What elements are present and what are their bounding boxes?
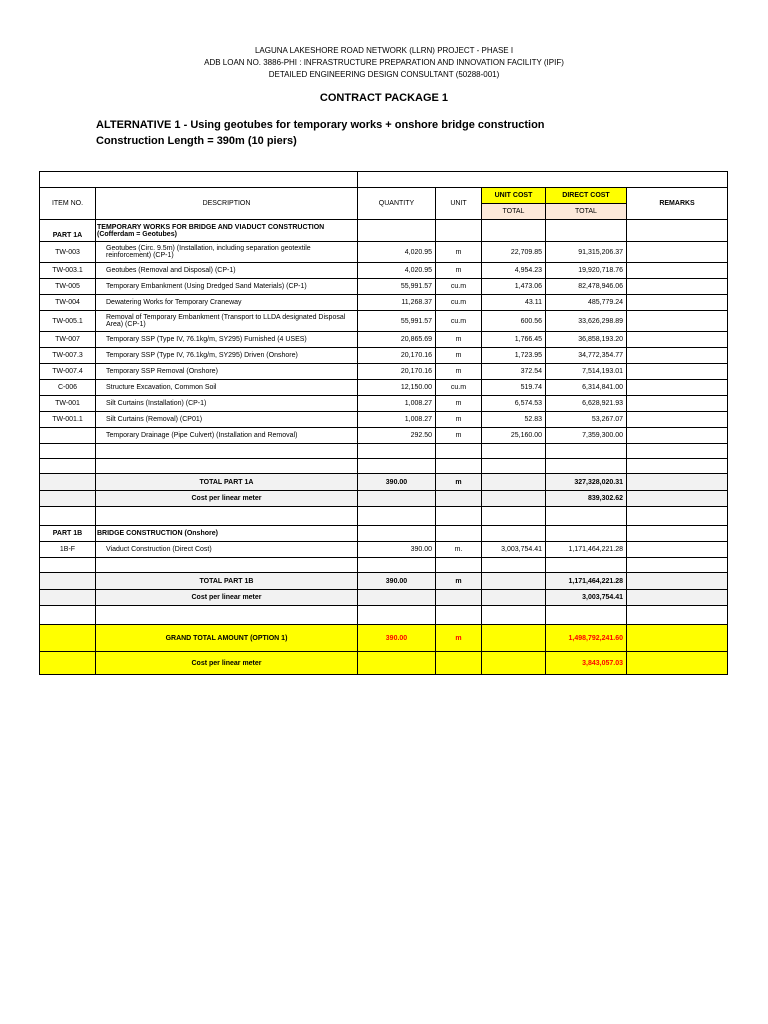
table-row	[40, 279, 728, 295]
table-row	[40, 428, 728, 444]
item-quantity: 1,008.27	[358, 396, 436, 412]
col-item-header: ITEM NO.	[40, 188, 96, 220]
item-unit-cost: 4,954.23	[482, 263, 546, 279]
item-unit-cost: 52.83	[482, 412, 546, 428]
header-line-2: ADB LOAN NO. 3886-PHI : INFRASTRUCTURE PREPARATION AND INNOVATION FACILITY (IPIF)	[204, 58, 564, 67]
item-unit-cost: 1,723.95	[482, 348, 546, 364]
item-direct-cost: 7,514,193.01	[546, 364, 627, 380]
part-1b-label: PART 1B	[40, 526, 96, 542]
item-unit: cu.m	[436, 311, 482, 332]
table-row	[40, 412, 728, 428]
item-remarks	[627, 428, 728, 444]
item-description: Silt Curtains (Installation) (CP-1)	[96, 396, 358, 412]
table-row	[40, 396, 728, 412]
item-quantity: 12,150.00	[358, 380, 436, 396]
item-remarks	[627, 412, 728, 428]
item-no: C-006	[40, 380, 96, 396]
part1b-total-unit: m	[436, 573, 482, 590]
item-direct-cost: 6,314,841.00	[546, 380, 627, 396]
item-unit-cost: 1,766.45	[482, 332, 546, 348]
item-remarks	[627, 295, 728, 311]
construction-length: Construction Length = 390m (10 piers)	[96, 135, 297, 147]
item-description: Temporary SSP (Type IV, 76.1kg/m, SY295) Furnished (4 USES)	[96, 332, 358, 348]
header-line-1: LAGUNA LAKESHORE ROAD NETWORK (LLRN) PROJECT - PHASE I	[254, 46, 514, 55]
item-unit-cost: 1,473.06	[482, 279, 546, 295]
item-description: Viaduct Construction (Direct Cost)	[96, 542, 358, 558]
col-quantity-header: QUANTITY	[358, 188, 436, 220]
item-direct-cost: 82,478,946.06	[546, 279, 627, 295]
item-description: Geotubes (Circ. 9.5m) (Installation, including separation geotextile reinforcement) (CP-1)	[96, 242, 358, 263]
item-no: TW-007.3	[40, 348, 96, 364]
part1b-cost-per-meter-value: 3,003,754.41	[546, 590, 627, 606]
part1a-total-amount: 327,328,020.31	[546, 474, 627, 491]
col-remarks-header: REMARKS	[627, 188, 728, 220]
item-quantity: 20,170.16	[358, 348, 436, 364]
item-unit: m	[436, 396, 482, 412]
item-direct-cost: 36,858,193.20	[546, 332, 627, 348]
item-remarks	[627, 263, 728, 279]
item-unit-cost: 519.74	[482, 380, 546, 396]
item-quantity: 4,020.95	[358, 242, 436, 263]
part1a-total-unit: m	[436, 474, 482, 491]
item-direct-cost: 91,315,206.37	[546, 242, 627, 263]
col-direct-cost-header: DIRECT COST	[546, 188, 627, 204]
item-description: Temporary Drainage (Pipe Culvert) (Installation and Removal)	[96, 428, 358, 444]
item-quantity: 55,991.57	[358, 311, 436, 332]
item-unit: m	[436, 364, 482, 380]
part-1a-title: TEMPORARY WORKS FOR BRIDGE AND VIADUCT CONSTRUCTION (Cofferdam = Geotubes)	[96, 220, 358, 242]
part1b-total-amount: 1,171,464,221.28	[546, 573, 627, 590]
item-no: TW-001.1	[40, 412, 96, 428]
grand-cost-per-meter-label: Cost per linear meter	[96, 652, 358, 675]
item-direct-cost: 33,626,298.89	[546, 311, 627, 332]
item-no	[40, 428, 96, 444]
item-description: Removal of Temporary Embankment (Transport to LLDA designated Disposal Area) (CP-1)	[96, 311, 358, 332]
item-unit: m	[436, 242, 482, 263]
table-row	[40, 542, 728, 558]
item-quantity: 55,991.57	[358, 279, 436, 295]
item-quantity: 390.00	[358, 542, 436, 558]
table-row	[40, 348, 728, 364]
item-description: Temporary SSP Removal (Onshore)	[96, 364, 358, 380]
table-row	[40, 311, 728, 332]
item-quantity: 292.50	[358, 428, 436, 444]
table-row	[40, 364, 728, 380]
item-remarks	[627, 242, 728, 263]
item-description: Geotubes (Removal and Disposal) (CP-1)	[96, 263, 358, 279]
table-row	[40, 380, 728, 396]
item-direct-cost: 34,772,354.77	[546, 348, 627, 364]
table-row	[40, 332, 728, 348]
col-unit-header: UNIT	[436, 188, 482, 220]
item-unit: cu.m	[436, 279, 482, 295]
part-1a-label: PART 1A	[40, 220, 96, 242]
item-remarks	[627, 348, 728, 364]
item-remarks	[627, 311, 728, 332]
item-no: TW-003.1	[40, 263, 96, 279]
item-quantity: 20,170.16	[358, 364, 436, 380]
grand-total-label: GRAND TOTAL AMOUNT (OPTION 1)	[96, 625, 358, 652]
header-line-3: DETAILED ENGINEERING DESIGN CONSULTANT (50288-001)	[268, 70, 500, 79]
item-direct-cost: 19,920,718.76	[546, 263, 627, 279]
part1a-cost-per-meter-value: 839,302.62	[546, 491, 627, 507]
item-unit: m.	[436, 542, 482, 558]
part-1b-title: BRIDGE CONSTRUCTION (Onshore)	[96, 526, 358, 542]
item-direct-cost: 7,359,300.00	[546, 428, 627, 444]
item-no: TW-001	[40, 396, 96, 412]
table-row	[40, 263, 728, 279]
item-direct-cost: 6,628,921.93	[546, 396, 627, 412]
item-unit: cu.m	[436, 295, 482, 311]
item-unit: m	[436, 348, 482, 364]
part1a-total-quantity: 390.00	[358, 474, 436, 491]
col-total-1-header: TOTAL	[482, 204, 546, 220]
item-no: TW-005.1	[40, 311, 96, 332]
alternative-title: ALTERNATIVE 1 - Using geotubes for temporary works + onshore bridge construction	[96, 119, 545, 131]
item-remarks	[627, 332, 728, 348]
grand-total-unit: m	[436, 625, 482, 652]
item-remarks	[627, 396, 728, 412]
item-no: TW-007	[40, 332, 96, 348]
item-unit-cost: 600.56	[482, 311, 546, 332]
item-direct-cost: 53,267.07	[546, 412, 627, 428]
item-unit: m	[436, 428, 482, 444]
item-description: Temporary Embankment (Using Dredged Sand Materials) (CP-1)	[96, 279, 358, 295]
item-direct-cost: 1,171,464,221.28	[546, 542, 627, 558]
item-unit-cost: 22,709.85	[482, 242, 546, 263]
item-description: Dewatering Works for Temporary Craneway	[96, 295, 358, 311]
item-unit-cost: 372.54	[482, 364, 546, 380]
item-unit-cost: 3,003,754.41	[482, 542, 546, 558]
col-total-2-header: TOTAL	[546, 204, 627, 220]
table-row	[40, 295, 728, 311]
item-no: TW-003	[40, 242, 96, 263]
item-no: TW-005	[40, 279, 96, 295]
part1b-total-label: TOTAL PART 1B	[96, 573, 358, 590]
item-quantity: 11,268.37	[358, 295, 436, 311]
cost-table	[39, 171, 728, 675]
item-remarks	[627, 364, 728, 380]
item-remarks	[627, 380, 728, 396]
item-quantity: 20,865.69	[358, 332, 436, 348]
item-remarks	[627, 542, 728, 558]
item-quantity: 4,020.95	[358, 263, 436, 279]
item-unit-cost: 6,574.53	[482, 396, 546, 412]
item-description: Structure Excavation, Common Soil	[96, 380, 358, 396]
item-unit-cost: 25,160.00	[482, 428, 546, 444]
item-no: 1B-F	[40, 542, 96, 558]
item-unit-cost: 43.11	[482, 295, 546, 311]
part1b-cost-per-meter-label: Cost per linear meter	[96, 590, 358, 606]
item-no: TW-007.4	[40, 364, 96, 380]
grand-total-quantity: 390.00	[358, 625, 436, 652]
item-unit: m	[436, 263, 482, 279]
item-no: TW-004	[40, 295, 96, 311]
item-unit: m	[436, 412, 482, 428]
part1b-total-quantity: 390.00	[358, 573, 436, 590]
item-description: Silt Curtains (Removal) (CP01)	[96, 412, 358, 428]
grand-total-amount: 1,498,792,241.60	[546, 625, 627, 652]
part1a-total-label: TOTAL PART 1A	[96, 474, 358, 491]
item-direct-cost: 485,779.24	[546, 295, 627, 311]
table-row	[40, 242, 728, 263]
item-unit: cu.m	[436, 380, 482, 396]
col-description-header: DESCRIPTION	[96, 188, 358, 220]
item-unit: m	[436, 332, 482, 348]
item-quantity: 1,008.27	[358, 412, 436, 428]
page-title: CONTRACT PACKAGE 1	[319, 92, 449, 104]
grand-cost-per-meter-value: 3,843,057.03	[546, 652, 627, 675]
col-unit-cost-header: UNIT COST	[482, 188, 546, 204]
part1a-cost-per-meter-label: Cost per linear meter	[96, 491, 358, 507]
item-description: Temporary SSP (Type IV, 76.1kg/m, SY295) Driven (Onshore)	[96, 348, 358, 364]
item-remarks	[627, 279, 728, 295]
